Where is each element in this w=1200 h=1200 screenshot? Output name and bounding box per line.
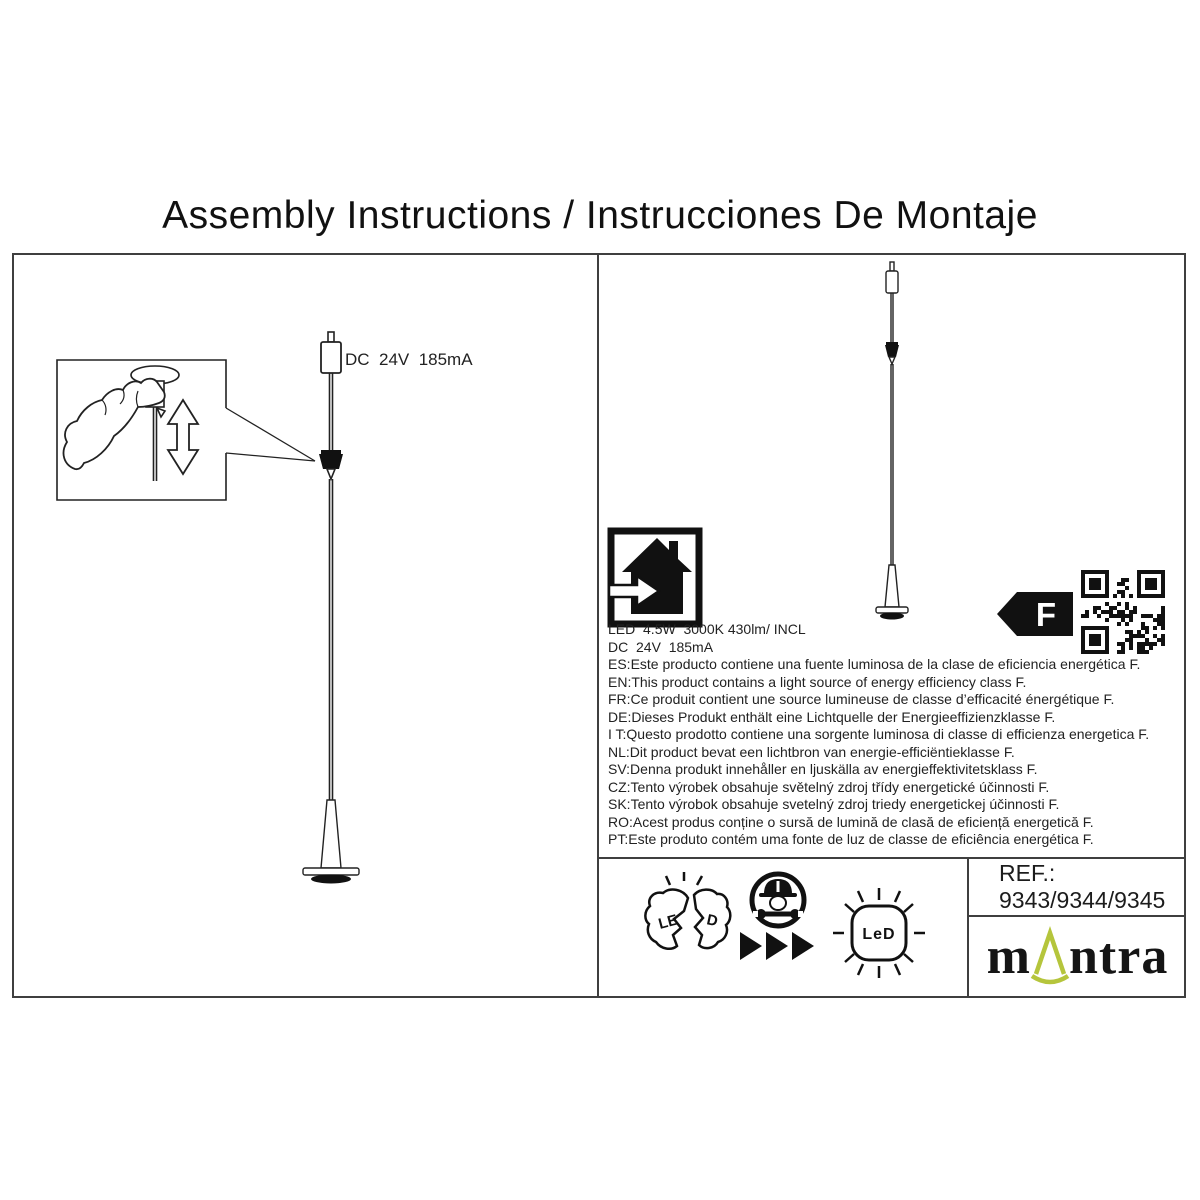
indoor-use-icon [607, 527, 703, 628]
broken-led-label-right: D [705, 911, 720, 931]
language-line: CZ:Tento výrobek obsahuje světelný zdroj třídy energetické účinnosti F. [608, 778, 1050, 795]
led-replacement-pictograms [600, 860, 966, 996]
lamp-assembly-diagram [12, 253, 597, 996]
language-line: I T:Questo prodotto contiene una sorgente luminosa di classe di efficienza energetica F. [608, 726, 1150, 742]
dc-spec-line: DC 24V 185mA [608, 638, 714, 655]
language-line: SK:Tento výrobok obsahuje svetelný zdroj triedy energetickej účinnosti F. [608, 796, 1060, 812]
brand-suffix: ntra [1069, 928, 1169, 985]
led-badge-label: LeD [862, 926, 896, 943]
brand-logo [969, 917, 1186, 996]
language-line: SV:Denna produkt innehåller en ljuskälla av energieffektivitetsklass F. [608, 761, 1038, 777]
brand-prefix: m [986, 928, 1031, 985]
callout-lines [226, 408, 315, 461]
language-line: EN:This product contains a light source of energy efficiency class F. [608, 673, 1027, 690]
technician-icon [752, 874, 804, 926]
forward-arrows-icon [740, 932, 814, 960]
dc-connector [321, 342, 341, 373]
language-line: ES:Este producto contiene una fuente luminosa de la clase de eficiencia energética F. [608, 656, 1141, 672]
language-line: FR:Ce produit contient une source lumineuse de classe d’efficacité énergétique F. [608, 691, 1115, 707]
language-line: RO:Acest produs conține o sursă de lumină de clasă de eficiență energetică F. [608, 813, 1094, 830]
brand-lambda-icon [1029, 926, 1071, 988]
energy-class-letter: F [1035, 596, 1057, 633]
ref-label: REF.: [999, 860, 1056, 886]
cone-shade [303, 800, 359, 884]
broken-led-label-left: LE [656, 911, 680, 933]
language-line: NL:Dit product bevat een lichtbron van energie-efficiëntieklasse F. [608, 743, 1015, 760]
ref-numbers: 9343/9344/9345 [999, 886, 1166, 913]
panel-divider [597, 253, 599, 998]
led-lamp-icon [833, 888, 925, 978]
language-line: PT:Este produto contém uma fonte de luz de classe de eficiência energética F. [608, 831, 1094, 847]
broken-led-icon [645, 872, 730, 949]
power-spec-label: DC 24V 185mA [345, 350, 473, 369]
language-lines [608, 656, 1180, 849]
reference-block [999, 860, 1184, 913]
pendant-lamp-small-drawing [862, 260, 922, 625]
language-line: DE:Dieses Produkt enthält eine Lichtquelle der Energieeffizienzklasse F. [608, 708, 1056, 725]
energy-text-block [608, 621, 1180, 849]
cable-adjuster [319, 450, 343, 479]
footer-divider [598, 857, 1186, 859]
page-title: Assembly Instructions / Instrucciones De Montaje [162, 194, 1038, 237]
pendant-lamp-drawing [303, 332, 359, 884]
led-spec-line: LED 4.5W 3000K 430lm/ INCL [608, 621, 806, 637]
height-adjustment-inset [57, 360, 226, 500]
